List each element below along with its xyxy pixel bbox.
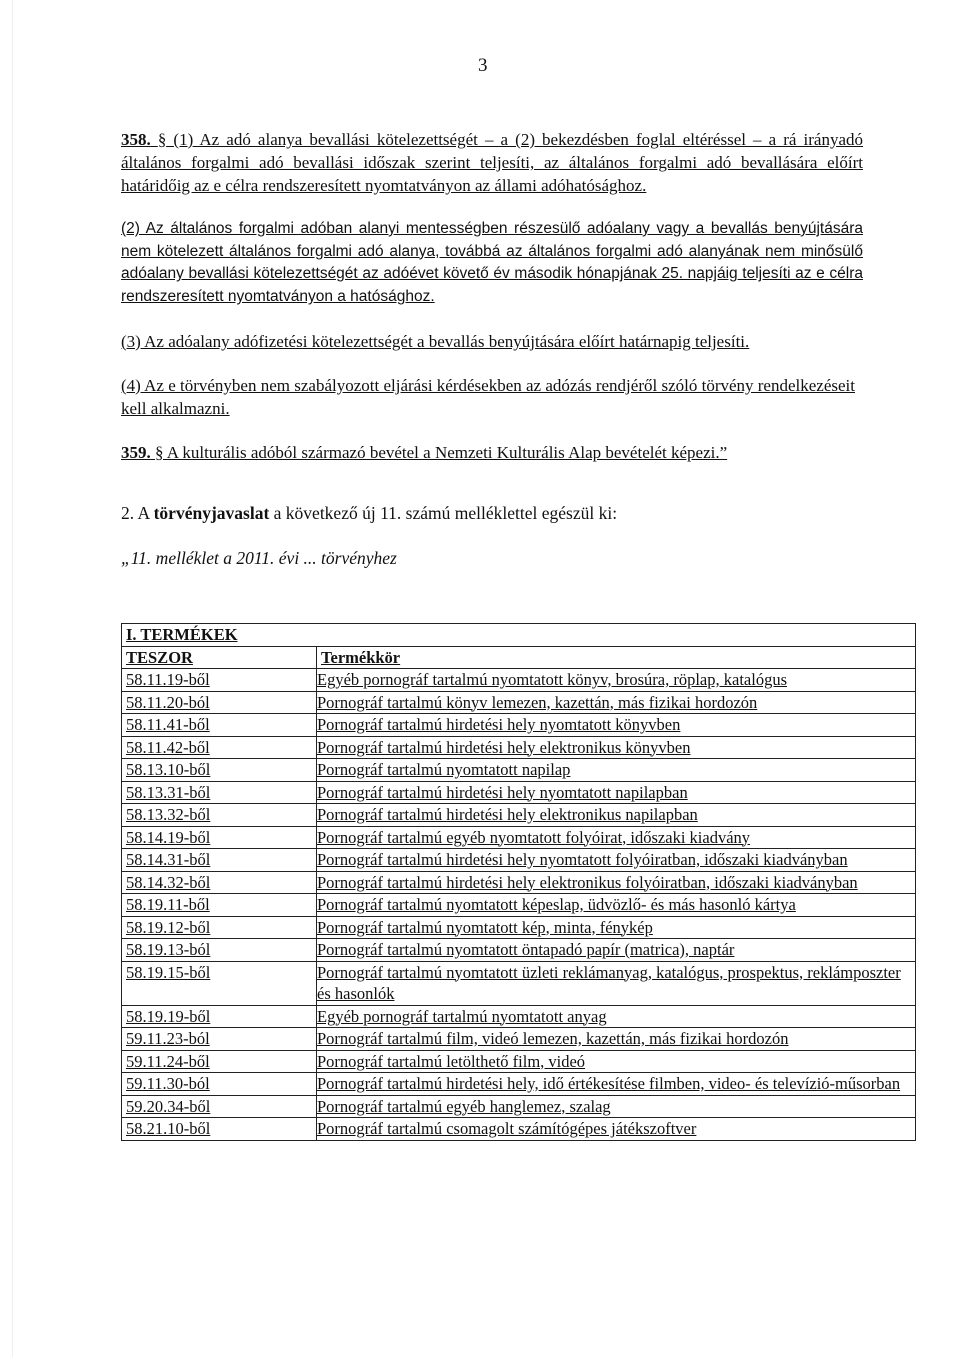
teszor-code: 58.11.19-ből	[122, 669, 317, 692]
teszor-code: 58.11.41-ből	[122, 714, 317, 737]
section-358-paragraph-3: (3) Az adóalany adófizetési kötelezettségét a bevallás benyújtására előírt határnapig teljesíti.	[121, 331, 750, 351]
product-description: Pornográf tartalmú hirdetési hely nyomtatott könyvben	[317, 714, 916, 737]
table-row	[122, 759, 916, 782]
product-description: Pornográf tartalmú nyomtatott öntapadó papír (matrica), naptár	[317, 939, 916, 962]
product-description: Pornográf tartalmú hirdetési hely, idő értékesítése filmben, video- és televízió-műsorban	[317, 1073, 916, 1096]
section-359-text: § A kulturális adóból származó bevétel a Nemzeti Kulturális Alap bevételét képezi.”	[155, 442, 728, 462]
product-description: Egyéb pornográf tartalmú nyomtatott könyv, brosúra, röplap, katalógus	[317, 669, 916, 692]
product-description: Pornográf tartalmú hirdetési hely elektronikus könyvben	[317, 736, 916, 759]
product-description: Egyéb pornográf tartalmú nyomtatott anyag	[317, 1005, 916, 1028]
table-row	[122, 1028, 916, 1051]
product-description: Pornográf tartalmú film, videó lemezen, kazettán, más fizikai hordozón	[317, 1028, 916, 1051]
table-row	[122, 939, 916, 962]
table-header-row	[122, 646, 916, 669]
teszor-code: 59.20.34-ből	[122, 1095, 317, 1118]
teszor-code: 58.19.11-ből	[122, 894, 317, 917]
teszor-code: 58.19.15-ből	[122, 961, 317, 1005]
product-description: Pornográf tartalmú nyomtatott kép, minta, fénykép	[317, 916, 916, 939]
product-description: Pornográf tartalmú egyéb hanglemez, szalag	[317, 1095, 916, 1118]
section-359	[121, 441, 863, 464]
amendment-bold: törvényjavaslat	[153, 502, 270, 523]
table-row	[122, 1005, 916, 1028]
product-description: Pornográf tartalmú hirdetési hely nyomtatott napilapban	[317, 781, 916, 804]
teszor-code: 58.14.32-ből	[122, 871, 317, 894]
teszor-code: 59.11.23-ból	[122, 1028, 317, 1051]
section-359-number: 359.	[121, 442, 151, 462]
table-row	[122, 714, 916, 737]
table-row	[122, 669, 916, 692]
scan-edge	[12, 0, 13, 1357]
teszor-code: 58.14.31-ből	[122, 849, 317, 872]
product-description: Pornográf tartalmú nyomtatott üzleti reklámanyag, katalógus, prospektus, reklámposzter és hasonlók	[317, 961, 916, 1005]
product-description: Pornográf tartalmú hirdetési hely elektronikus napilapban	[317, 804, 916, 827]
product-description: Pornográf tartalmú nyomtatott képeslap, üdvözlő- és más hasonló kártya	[317, 894, 916, 917]
section-358-number: 358.	[121, 130, 151, 149]
teszor-code: 58.13.10-ből	[122, 759, 317, 782]
product-description: Pornográf tartalmú nyomtatott napilap	[317, 759, 916, 782]
teszor-code: 59.11.30-ból	[122, 1073, 317, 1096]
annex-title: „11. melléklet a 2011. évi ... törvényhez	[121, 547, 397, 568]
section-358-paragraph-4: (4) Az e törvényben nem szabályozott eljárási kérdésekben az adózás rendjéről szóló törvény rendelkezéseit kell alkalmazni.	[121, 375, 855, 418]
table-row	[122, 804, 916, 827]
table-row	[122, 916, 916, 939]
table-row	[122, 871, 916, 894]
table-row	[122, 1095, 916, 1118]
teszor-code: 58.19.19-ből	[122, 1005, 317, 1028]
section-358-paragraph-2: (2) Az általános forgalmi adóban alanyi mentességben részesülő adóalany vagy a bevallás benyújtására nem kötelezett általános forgalmi adó alanya, továbbá az általános forgalmi adó alanyának nem minősülő adóalany bevallási kötelezettségét az adóévet követő év második hónapjának 25. napjáig teljesíti az e célra rendszeresített nyomtatványon a hatósághoz.	[121, 220, 863, 306]
amendment-prefix: 2. A	[121, 502, 154, 523]
table-row	[122, 961, 916, 1005]
column-header-termekkor: Termékkör	[317, 646, 916, 669]
section-358-paragraph-1	[121, 128, 863, 197]
document-body	[121, 128, 863, 570]
table-row	[122, 826, 916, 849]
table-row	[122, 1073, 916, 1096]
product-description: Pornográf tartalmú letölthető film, videó	[317, 1050, 916, 1073]
product-description: Pornográf tartalmú egyéb nyomtatott folyóirat, időszaki kiadvány	[317, 826, 916, 849]
teszor-code: 58.13.31-ből	[122, 781, 317, 804]
section-358-p1-text: § (1) Az adó alanya bevallási kötelezettségét – a (2) bekezdésben foglal eltéréssel – a rá irányadó általános forgalmi adó bevallási időszak szerint teljesíti, az általános forgalmi adó bevallására előírt határidőig az e célra rendszeresített nyomtatványon az állami adóhatósághoz.	[121, 130, 864, 195]
table-row	[122, 849, 916, 872]
table-row	[122, 736, 916, 759]
teszor-code: 58.13.32-ből	[122, 804, 317, 827]
teszor-code: 58.11.20-ból	[122, 691, 317, 714]
annex-table	[121, 623, 916, 1141]
amendment-suffix: a következő új 11. számú melléklettel egészül ki:	[269, 502, 618, 523]
table-row	[122, 894, 916, 917]
table-row	[122, 1118, 916, 1141]
teszor-code: 58.19.12-ből	[122, 916, 317, 939]
teszor-code: 59.11.24-ből	[122, 1050, 317, 1073]
teszor-code: 58.14.19-ből	[122, 826, 317, 849]
table-section-title: I. TERMÉKEK	[122, 624, 916, 647]
teszor-code: 58.19.13-ból	[122, 939, 317, 962]
teszor-code: 58.11.42-ből	[122, 736, 317, 759]
column-header-teszor: TESZOR	[122, 646, 317, 669]
teszor-code: 58.21.10-ből	[122, 1118, 317, 1141]
page-number: 3	[478, 55, 488, 76]
product-description: Pornográf tartalmú hirdetési hely nyomtatott folyóiratban, időszaki kiadványban	[317, 849, 916, 872]
table-section-row	[122, 624, 916, 647]
table-row	[122, 691, 916, 714]
product-description: Pornográf tartalmú csomagolt számítógépes játékszoftver	[317, 1118, 916, 1141]
product-description: Pornográf tartalmú könyv lemezen, kazettán, más fizikai hordozón	[317, 691, 916, 714]
table-row	[122, 1050, 916, 1073]
amendment-line	[121, 502, 863, 525]
table-row	[122, 781, 916, 804]
product-description: Pornográf tartalmú hirdetési hely elektronikus folyóiratban, időszaki kiadványban	[317, 871, 916, 894]
